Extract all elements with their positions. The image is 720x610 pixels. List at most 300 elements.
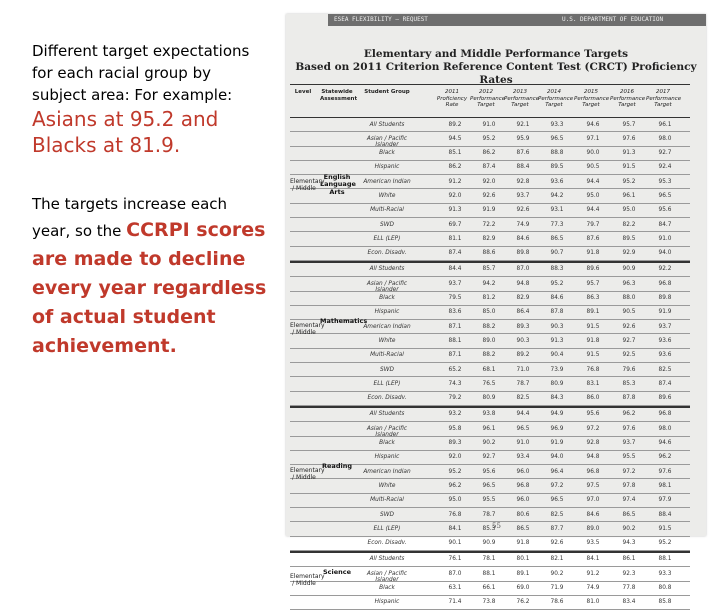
- value-cell: 82.9: [482, 235, 496, 242]
- value-cell: 91.3: [622, 150, 636, 157]
- section-level-label: Elementary / Middle: [290, 322, 325, 337]
- value-cell: 97.2: [622, 468, 636, 475]
- value-cell: 95.6: [482, 468, 496, 475]
- section-subject-label: Mathematics: [320, 317, 368, 326]
- value-cell: 92.7: [658, 150, 672, 157]
- table-row: [290, 204, 690, 218]
- value-cell: 96.8: [586, 468, 600, 475]
- table-row: [290, 596, 690, 610]
- value-cell: 96.5: [482, 482, 496, 489]
- student-group-cell: Asian / Pacific Islander: [366, 280, 408, 293]
- value-cell: 86.4: [516, 309, 530, 316]
- table-row: [290, 537, 690, 551]
- value-cell: 89.8: [516, 250, 530, 257]
- value-cell: 98.0: [658, 425, 672, 432]
- value-cell: 76.5: [482, 380, 496, 387]
- value-cell: 91.9: [550, 440, 564, 447]
- value-cell: 84.3: [550, 395, 564, 402]
- table-row: [290, 437, 690, 451]
- value-cell: 97.1: [586, 135, 600, 142]
- column-header: 2016 Performance Target: [610, 89, 646, 108]
- value-cell: 77.8: [622, 585, 636, 591]
- document-title-line2: Based on 2011 Criterion Reference Content Test (CRCT) Proficiency Rates: [295, 61, 697, 86]
- value-cell: 83.4: [622, 599, 636, 606]
- column-header: 2017 Performance Target: [646, 89, 682, 108]
- value-cell: 87.4: [448, 250, 462, 257]
- student-group-cell: American Indian: [363, 323, 411, 330]
- value-cell: 94.9: [550, 411, 564, 418]
- value-cell: 96.0: [516, 497, 530, 504]
- value-cell: 96.5: [658, 192, 672, 199]
- student-group-cell: White: [378, 192, 396, 199]
- value-cell: 92.7: [622, 337, 636, 344]
- value-cell: 71.4: [448, 599, 462, 606]
- value-cell: 88.1: [482, 570, 496, 577]
- value-cell: 87.0: [448, 570, 462, 577]
- student-group-cell: Multi-Racial: [370, 497, 404, 504]
- value-cell: 83.1: [586, 380, 600, 387]
- value-cell: 95.0: [586, 192, 600, 199]
- value-cell: 93.6: [658, 337, 672, 344]
- value-cell: 85.1: [448, 150, 462, 157]
- value-cell: 84.7: [658, 221, 672, 228]
- value-cell: 94.4: [516, 411, 530, 418]
- value-cell: 94.5: [448, 135, 462, 142]
- value-cell: 91.5: [622, 164, 636, 171]
- student-group-cell: White: [378, 337, 396, 344]
- value-cell: 91.3: [550, 337, 564, 344]
- value-cell: 82.1: [550, 556, 564, 563]
- value-cell: 96.8: [658, 411, 672, 418]
- value-cell: 88.1: [448, 337, 462, 344]
- section-subject-label: English Language Arts: [320, 172, 356, 196]
- value-cell: 91.0: [658, 235, 672, 242]
- value-cell: 93.6: [658, 352, 672, 359]
- table-row: [290, 349, 690, 363]
- value-cell: 76.1: [448, 556, 462, 563]
- value-cell: 92.6: [516, 207, 530, 214]
- value-cell: 94.0: [658, 250, 672, 257]
- section-level-label: Elementary / Middle: [290, 572, 325, 587]
- value-cell: 90.9: [482, 540, 496, 547]
- table-row: [290, 582, 690, 596]
- value-cell: 94.2: [482, 280, 496, 287]
- value-cell: 95.2: [550, 280, 564, 287]
- value-cell: 89.8: [658, 295, 672, 302]
- value-cell: 89.1: [586, 309, 600, 316]
- value-cell: 85.0: [482, 309, 496, 316]
- value-cell: 95.2: [482, 135, 496, 142]
- value-cell: 94.4: [586, 178, 600, 185]
- value-cell: 90.0: [586, 150, 600, 157]
- value-cell: 93.2: [448, 411, 462, 418]
- value-cell: 91.9: [482, 207, 496, 214]
- value-cell: 79.2: [448, 395, 462, 402]
- value-cell: 91.0: [516, 440, 530, 447]
- student-group-cell: SWD: [380, 366, 394, 373]
- value-cell: 90.2: [622, 525, 636, 532]
- value-cell: 87.7: [550, 525, 564, 532]
- value-cell: 94.2: [550, 192, 564, 199]
- value-cell: 92.0: [448, 454, 462, 461]
- value-cell: 91.0: [482, 121, 496, 128]
- value-cell: 93.7: [622, 440, 636, 447]
- student-group-cell: Black: [379, 295, 395, 302]
- value-cell: 88.2: [482, 352, 496, 359]
- table-row: [290, 377, 690, 391]
- value-cell: 96.5: [550, 135, 564, 142]
- student-group-cell: SWD: [380, 511, 394, 518]
- value-cell: 98.1: [658, 482, 672, 489]
- value-cell: 84.1: [586, 556, 600, 563]
- value-cell: 88.0: [622, 295, 636, 302]
- student-group-cell: Econ. Disadv.: [367, 395, 407, 402]
- value-cell: 94.0: [550, 454, 564, 461]
- value-cell: 80.9: [550, 380, 564, 387]
- value-cell: 92.1: [516, 121, 530, 128]
- column-header: Student Group: [364, 89, 410, 95]
- value-cell: 87.1: [448, 323, 462, 330]
- value-cell: 93.3: [550, 121, 564, 128]
- value-cell: 90.7: [550, 250, 564, 257]
- value-cell: 74.9: [586, 585, 600, 591]
- value-cell: 63.1: [448, 585, 462, 591]
- table-body: [290, 118, 690, 610]
- value-cell: 82.5: [516, 395, 530, 402]
- value-cell: 92.3: [622, 570, 636, 577]
- value-cell: 87.8: [622, 395, 636, 402]
- value-cell: 91.2: [448, 178, 462, 185]
- table-row: [290, 292, 690, 306]
- value-cell: 86.0: [586, 395, 600, 402]
- value-cell: 92.4: [658, 164, 672, 171]
- value-cell: 89.3: [516, 323, 530, 330]
- column-header: Statewide Assessment: [320, 89, 358, 102]
- value-cell: 92.6: [482, 192, 496, 199]
- value-cell: 95.6: [586, 411, 600, 418]
- value-cell: 85.3: [482, 525, 496, 532]
- table-row: [290, 118, 690, 132]
- value-cell: 90.3: [516, 337, 530, 344]
- student-group-cell: SWD: [380, 221, 394, 228]
- value-cell: 92.8: [586, 440, 600, 447]
- value-cell: 84.6: [550, 295, 564, 302]
- value-cell: 91.9: [658, 309, 672, 316]
- header-left-text: ESEA FLEXIBILITY – REQUEST: [334, 16, 428, 23]
- table-row: [290, 334, 690, 348]
- value-cell: 96.2: [658, 454, 672, 461]
- value-cell: 91.5: [586, 352, 600, 359]
- value-cell: 97.9: [658, 497, 672, 504]
- table-row: [290, 147, 690, 161]
- value-cell: 93.7: [516, 192, 530, 199]
- value-cell: 96.5: [550, 497, 564, 504]
- value-cell: 79.5: [448, 295, 462, 302]
- value-cell: 92.6: [622, 323, 636, 330]
- table-section: [290, 261, 690, 406]
- value-cell: 92.0: [448, 192, 462, 199]
- value-cell: 93.4: [516, 454, 530, 461]
- table-row: [290, 263, 690, 277]
- value-cell: 71.0: [516, 366, 530, 373]
- table-row: [290, 422, 690, 436]
- table-row: [290, 363, 690, 377]
- value-cell: 88.6: [482, 250, 496, 257]
- value-cell: 92.7: [482, 454, 496, 461]
- value-cell: 90.1: [448, 540, 462, 547]
- table-row: [290, 277, 690, 291]
- table-row: [290, 494, 690, 508]
- racial-targets-intro: Different target expectations for each racial group by subject area: For example:: [32, 42, 250, 104]
- value-cell: 97.0: [586, 497, 600, 504]
- value-cell: 93.8: [482, 411, 496, 418]
- value-cell: 87.4: [482, 164, 496, 171]
- student-group-cell: American Indian: [363, 468, 411, 475]
- value-cell: 69.7: [448, 221, 462, 228]
- value-cell: 95.8: [448, 425, 462, 432]
- header-right-text: U.S. DEPARTMENT OF EDUCATION: [562, 16, 664, 23]
- value-cell: 97.6: [658, 468, 672, 475]
- value-cell: 93.6: [550, 178, 564, 185]
- value-cell: 89.0: [586, 525, 600, 532]
- value-cell: 96.8: [516, 482, 530, 489]
- racial-targets-highlight: Asians at 95.2 and Blacks at 81.9.: [32, 107, 219, 157]
- value-cell: 86.2: [482, 150, 496, 157]
- value-cell: 91.8: [516, 540, 530, 547]
- value-cell: 93.7: [448, 280, 462, 287]
- value-cell: 96.1: [658, 121, 672, 128]
- value-cell: 95.5: [622, 454, 636, 461]
- column-header: 2013 Performance Target: [504, 89, 540, 108]
- value-cell: 94.8: [516, 280, 530, 287]
- student-group-cell: Hispanic: [374, 309, 400, 316]
- value-cell: 92.0: [482, 178, 496, 185]
- value-cell: 94.4: [586, 207, 600, 214]
- value-cell: 87.8: [550, 309, 564, 316]
- value-cell: 86.5: [550, 235, 564, 242]
- student-group-cell: Black: [379, 440, 395, 447]
- value-cell: 96.4: [550, 468, 564, 475]
- value-cell: 71.9: [550, 585, 564, 591]
- student-group-cell: American Indian: [363, 178, 411, 185]
- value-cell: 85.7: [482, 266, 496, 273]
- value-cell: 90.2: [550, 570, 564, 577]
- value-cell: 94.3: [622, 540, 636, 547]
- value-cell: 90.4: [550, 352, 564, 359]
- value-cell: 87.6: [516, 150, 530, 157]
- value-cell: 95.6: [658, 207, 672, 214]
- student-group-cell: White: [378, 482, 396, 489]
- student-group-cell: All Students: [369, 121, 405, 128]
- column-header: 2012 Performance Target: [470, 89, 506, 108]
- value-cell: 89.2: [448, 121, 462, 128]
- value-cell: 91.8: [586, 337, 600, 344]
- scanned-document: [286, 14, 706, 606]
- value-cell: 92.9: [622, 250, 636, 257]
- value-cell: 89.5: [622, 235, 636, 242]
- column-header: Level: [294, 89, 312, 95]
- value-cell: 89.2: [516, 352, 530, 359]
- value-cell: 95.2: [622, 178, 636, 185]
- value-cell: 97.5: [586, 482, 600, 489]
- paragraph-ccrpi: [32, 192, 268, 361]
- table-row: [290, 232, 690, 246]
- value-cell: 85.3: [622, 380, 636, 387]
- value-cell: 78.7: [516, 380, 530, 387]
- column-header: 2015 Performance Target: [574, 89, 610, 108]
- value-cell: 91.8: [586, 250, 600, 257]
- section-subject-label: Science: [322, 567, 352, 576]
- student-group-cell: ELL (LEP): [373, 235, 401, 242]
- value-cell: 87.0: [516, 266, 530, 273]
- value-cell: 95.7: [622, 121, 636, 128]
- table-row: [290, 132, 690, 146]
- value-cell: 78.7: [482, 511, 496, 518]
- performance-targets-table: [290, 84, 690, 610]
- student-group-cell: Hispanic: [374, 454, 400, 461]
- value-cell: 94.6: [586, 121, 600, 128]
- value-cell: 89.0: [482, 337, 496, 344]
- value-cell: 80.9: [482, 395, 496, 402]
- value-cell: 95.2: [658, 540, 672, 547]
- value-cell: 73.8: [482, 599, 496, 606]
- value-cell: 74.9: [516, 221, 530, 228]
- student-group-cell: Black: [379, 585, 395, 591]
- value-cell: 86.3: [586, 295, 600, 302]
- value-cell: 84.4: [448, 266, 462, 273]
- value-cell: 86.1: [622, 556, 636, 563]
- value-cell: 95.9: [516, 135, 530, 142]
- value-cell: 91.5: [586, 323, 600, 330]
- value-cell: 85.8: [658, 599, 672, 606]
- value-cell: 73.9: [550, 366, 564, 373]
- value-cell: 96.3: [622, 280, 636, 287]
- table-row: [290, 479, 690, 493]
- student-group-cell: Econ. Disadv.: [367, 250, 407, 257]
- value-cell: 97.2: [550, 482, 564, 489]
- value-cell: 88.1: [658, 556, 672, 563]
- value-cell: 97.8: [622, 482, 636, 489]
- value-cell: 87.4: [658, 380, 672, 387]
- table-row: [290, 522, 690, 536]
- value-cell: 97.6: [622, 135, 636, 142]
- student-group-cell: Econ. Disadv.: [367, 540, 407, 547]
- document-title-line1: Elementary and Middle Performance Targets: [363, 48, 629, 60]
- value-cell: 89.3: [448, 440, 462, 447]
- value-cell: 76.2: [516, 599, 530, 606]
- value-cell: 96.2: [448, 482, 462, 489]
- value-cell: 93.7: [658, 323, 672, 330]
- student-group-cell: Asian / Pacific Islander: [366, 135, 408, 148]
- section-level-label: Elementary / Middle: [290, 467, 325, 482]
- value-cell: 91.3: [448, 207, 462, 214]
- value-cell: 94.6: [658, 440, 672, 447]
- value-cell: 83.6: [448, 309, 462, 316]
- student-group-cell: All Students: [369, 556, 405, 563]
- value-cell: 90.5: [586, 164, 600, 171]
- student-group-cell: ELL (LEP): [373, 525, 401, 532]
- value-cell: 96.2: [622, 411, 636, 418]
- value-cell: 72.2: [482, 221, 496, 228]
- table-row: [290, 247, 690, 261]
- value-cell: 68.1: [482, 366, 496, 373]
- value-cell: 74.3: [448, 380, 462, 387]
- column-header: 2014 Performance Target: [538, 89, 574, 108]
- table-row: [290, 553, 690, 567]
- value-cell: 96.1: [622, 192, 636, 199]
- value-cell: 81.0: [586, 599, 600, 606]
- value-cell: 88.8: [550, 150, 564, 157]
- value-cell: 87.6: [586, 235, 600, 242]
- value-cell: 89.6: [586, 266, 600, 273]
- value-cell: 95.7: [586, 280, 600, 287]
- value-cell: 82.5: [658, 366, 672, 373]
- student-group-cell: Asian / Pacific Islander: [366, 570, 408, 583]
- value-cell: 69.0: [516, 585, 530, 591]
- student-group-cell: All Students: [369, 266, 405, 273]
- value-cell: 91.5: [658, 525, 672, 532]
- value-cell: 79.6: [622, 366, 636, 373]
- value-cell: 91.2: [586, 570, 600, 577]
- student-group-cell: Black: [379, 150, 395, 157]
- student-group-cell: Hispanic: [374, 599, 400, 606]
- value-cell: 79.7: [586, 221, 600, 228]
- slide-text: [32, 40, 268, 376]
- paragraph-racial-targets: [32, 40, 268, 158]
- column-header: 2011 Proficiency Rate: [436, 89, 468, 108]
- value-cell: 93.5: [586, 540, 600, 547]
- value-cell: 97.2: [586, 425, 600, 432]
- value-cell: 96.5: [516, 425, 530, 432]
- value-cell: 81.1: [448, 235, 462, 242]
- value-cell: 96.1: [482, 425, 496, 432]
- section-subject-label: Reading: [322, 462, 352, 471]
- value-cell: 90.3: [550, 323, 564, 330]
- value-cell: 90.9: [622, 266, 636, 273]
- value-cell: 82.5: [550, 511, 564, 518]
- value-cell: 95.5: [482, 497, 496, 504]
- value-cell: 90.2: [482, 440, 496, 447]
- value-cell: 84.1: [448, 525, 462, 532]
- student-group-cell: All Students: [369, 411, 405, 418]
- ccrpi-highlight: CCRPI scores are made to decline every year regardless of actual student achievement.: [32, 219, 267, 357]
- value-cell: 80.1: [516, 556, 530, 563]
- value-cell: 92.6: [550, 540, 564, 547]
- student-group-cell: Multi-Racial: [370, 207, 404, 214]
- value-cell: 86.5: [516, 525, 530, 532]
- value-cell: 94.8: [586, 454, 600, 461]
- value-cell: 80.8: [658, 585, 672, 591]
- value-cell: 88.3: [550, 266, 564, 273]
- value-cell: 92.8: [516, 178, 530, 185]
- value-cell: 84.6: [586, 511, 600, 518]
- value-cell: 89.6: [658, 395, 672, 402]
- table-header: [290, 84, 690, 118]
- value-cell: 82.9: [516, 295, 530, 302]
- value-cell: 95.2: [448, 468, 462, 475]
- value-cell: 89.1: [516, 570, 530, 577]
- value-cell: 76.8: [586, 366, 600, 373]
- value-cell: 90.5: [622, 309, 636, 316]
- value-cell: 77.3: [550, 221, 564, 228]
- value-cell: 66.1: [482, 585, 496, 591]
- student-group-cell: Hispanic: [374, 164, 400, 171]
- value-cell: 86.2: [448, 164, 462, 171]
- table-row: [290, 408, 690, 422]
- value-cell: 93.3: [658, 570, 672, 577]
- value-cell: 93.1: [550, 207, 564, 214]
- table-section: [290, 551, 690, 610]
